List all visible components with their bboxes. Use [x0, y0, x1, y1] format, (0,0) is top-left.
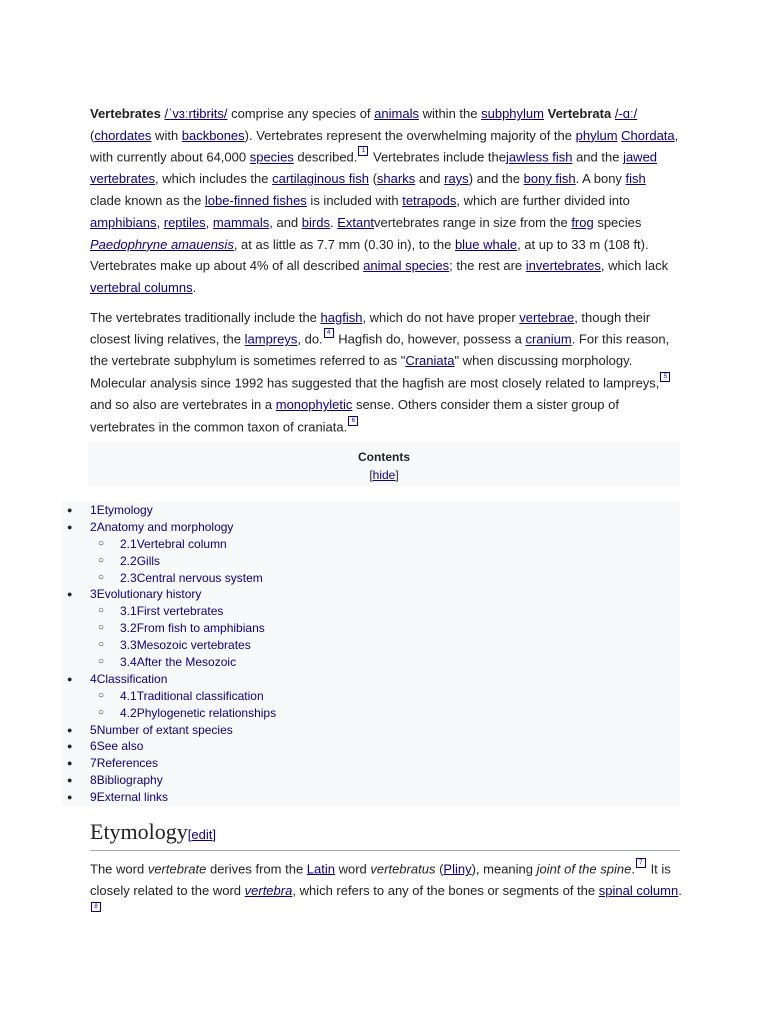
circle-bullet-icon: ○ — [98, 554, 105, 566]
toc-label: Anatomy and morphology — [96, 519, 234, 534]
toc-item[interactable] — [62, 586, 680, 603]
etymology-paragraph: The word vertebrate derives from the Latin word vertebratus (Pliny), meaning joint of the spine. 7 It is closely related to the word vertebra, which refers to any of the bones or segments of the spinal column.8 — [90, 860, 682, 910]
toc-link[interactable] — [120, 706, 276, 720]
edit-link[interactable]: edit — [191, 827, 213, 842]
link-subphylum[interactable]: subphylum — [481, 106, 544, 121]
link-backbones[interactable]: backbones — [181, 127, 245, 143]
link-vertebral-columns[interactable]: vertebral columns — [90, 279, 193, 295]
bullet-icon: ● — [67, 741, 73, 752]
toc-number: 4 — [90, 671, 97, 686]
term-vertebrate: vertebrate — [147, 861, 207, 877]
toc-item[interactable] — [62, 705, 680, 722]
toc-item[interactable] — [62, 772, 680, 789]
circle-bullet-icon: ○ — [98, 605, 105, 617]
link-chordata[interactable]: Chordata — [621, 127, 675, 143]
toc-label: From fish to amphibians — [136, 621, 265, 636]
link-species[interactable]: species — [249, 149, 294, 165]
toc-item[interactable] — [62, 755, 680, 772]
toc-number: 1 — [90, 503, 97, 517]
link-animal-species[interactable]: animal species — [363, 258, 450, 274]
link-cartilaginous-fish[interactable]: cartilaginous fish — [272, 171, 369, 187]
toc-link[interactable] — [90, 672, 167, 686]
link-lampreys[interactable]: lampreys — [244, 331, 298, 347]
circle-bullet-icon: ○ — [98, 622, 105, 634]
toc-label: Gills — [136, 553, 161, 568]
toc-number: 4.2 — [120, 705, 137, 720]
toc-number: 6 — [90, 739, 97, 754]
toc-number: 8 — [90, 773, 97, 788]
toc-link[interactable] — [90, 756, 158, 770]
circle-bullet-icon: ○ — [98, 689, 105, 701]
circle-bullet-icon: ○ — [98, 656, 105, 668]
link-cranium[interactable]: cranium — [525, 331, 572, 347]
link-vertebra[interactable]: vertebra — [244, 883, 293, 899]
toc-link[interactable] — [120, 689, 264, 703]
toc-number: 2.3 — [120, 570, 137, 585]
toc-header — [88, 442, 680, 486]
toc-number: 3.4 — [120, 655, 137, 670]
bullet-icon: ● — [67, 521, 73, 532]
toc-item[interactable] — [62, 738, 680, 755]
toc-label: Classification — [96, 671, 168, 686]
link-birds[interactable]: birds — [301, 214, 330, 230]
toc-item[interactable] — [62, 519, 680, 536]
link-amphibians[interactable]: amphibians — [90, 214, 157, 230]
bullet-icon: ● — [67, 792, 73, 803]
reference-icon[interactable]: 8 — [91, 902, 101, 912]
section-heading-etymology: Etymology[edit] — [90, 818, 680, 851]
toc-link[interactable] — [120, 554, 160, 568]
edit-section: [edit] — [187, 827, 216, 842]
reference-icon[interactable]: 7 — [636, 858, 646, 868]
reference-icon[interactable]: 4 — [324, 328, 334, 338]
term-vertebrata: Vertebrata — [547, 106, 612, 121]
toc-number: 4.1 — [120, 688, 137, 703]
toc-label: Bibliography — [96, 773, 163, 788]
toc-label: External links — [96, 790, 169, 805]
link-sharks[interactable]: sharks — [376, 171, 416, 187]
reference-icon[interactable]: 6 — [348, 416, 358, 426]
toc-number: 7 — [90, 756, 97, 771]
toc-number: 3.2 — [120, 621, 137, 636]
link-animals[interactable]: animals — [374, 106, 419, 121]
toc-number: 2.2 — [120, 553, 137, 568]
toc-label: Evolutionary history — [96, 587, 202, 602]
toc-item[interactable] — [62, 570, 680, 587]
bullet-icon: ● — [67, 775, 73, 786]
intro-paragraph-1: Vertebrates /ˈvɜːrtɨbrɨts/ comprise any species of animals within the subphylum Vertebrata /-ɑː/ (chordates with backbones). Vertebrates represent the overwhelming majority of the phylum Chordata, with currently about 64,000 species described. 1 Vertebrates include thejawless fish and the jawed vertebrates, which includes the cartilaginous fish (sharks and rays) and the bony fish. A bony fish clade known as the lobe-finned fishes is included with tetrapods, which are further divided into amphibians, reptiles, mammals, and birds. Extantvertebrates range in size from the frog species Paedophryne amauensis, at as little as 7.7 mm (0.30 in), to the blue whale, at up to 33 m (108 ft). Vertebrates make up about 4% of all described animal species; the rest are invertebrates, which lack vertebral columns. — [90, 106, 679, 295]
toc-link[interactable] — [90, 773, 163, 787]
term-vertebrates: Vertebrates — [90, 106, 161, 121]
link-bony-fish[interactable]: bony fish — [523, 171, 576, 187]
toc-number: 9 — [90, 790, 97, 805]
toc-number: 3.3 — [120, 638, 137, 653]
toc-number: 5 — [90, 722, 97, 737]
circle-bullet-icon: ○ — [98, 571, 105, 583]
toc-item[interactable] — [62, 620, 680, 637]
toc-link[interactable] — [90, 587, 201, 601]
toc-link[interactable] — [120, 571, 263, 585]
bullet-icon: ● — [67, 673, 73, 684]
reference-icon[interactable]: 5 — [660, 372, 670, 382]
toc-item[interactable] — [62, 722, 680, 739]
toc-label: Phylogenetic relationships — [136, 705, 277, 720]
toc-label: References — [96, 756, 159, 771]
toc-link[interactable] — [120, 604, 223, 618]
toc-number: 3 — [90, 587, 97, 602]
term-vertebratus: vertebratus — [370, 861, 436, 877]
bullet-icon: ● — [67, 724, 73, 735]
article-intro — [90, 103, 680, 446]
term-joint-of-the-spine: joint of the spine — [536, 861, 632, 877]
toc-item[interactable] — [62, 637, 680, 654]
toc-number: 3.1 — [120, 604, 137, 619]
toc-label: Traditional classification — [136, 688, 264, 703]
link-tetrapods[interactable]: tetrapods — [402, 193, 457, 209]
toc-item[interactable] — [62, 654, 680, 671]
link-vertebrae[interactable]: vertebrae — [519, 309, 575, 325]
link-jawless-fish[interactable]: jawless fish — [505, 149, 573, 165]
toc-item[interactable] — [62, 789, 680, 806]
toc-label: Number of extant species — [96, 722, 233, 737]
toc-number: 2.1 — [120, 536, 137, 551]
link-invertebrates[interactable]: invertebrates — [525, 258, 601, 274]
link-paedophryne-amauensis[interactable]: Paedophryne amauensis — [90, 236, 234, 252]
link-jawed-vertebrates[interactable]: jawed vertebrates — [90, 149, 658, 187]
toc-link[interactable] — [120, 655, 236, 669]
link-latin[interactable]: Latin — [306, 861, 335, 877]
toc-label: After the Mesozoic — [136, 655, 237, 670]
toc-list — [62, 502, 680, 806]
toc-label: First vertebrates — [136, 604, 224, 619]
link-fish[interactable]: fish — [625, 171, 646, 187]
circle-bullet-icon: ○ — [98, 639, 105, 651]
bullet-icon: ● — [67, 758, 73, 769]
toc-link[interactable] — [90, 723, 233, 737]
link-spinal-column[interactable]: spinal column — [598, 883, 679, 899]
toc-link[interactable] — [90, 739, 143, 753]
toc-title: Contents — [358, 450, 410, 464]
toc-label: Mesozoic vertebrates — [136, 638, 251, 653]
link-reptiles[interactable]: reptiles — [163, 214, 206, 230]
toc-label: Vertebral column — [136, 536, 227, 551]
toc-item[interactable] — [62, 553, 680, 570]
link-frog[interactable]: frog — [571, 214, 594, 230]
circle-bullet-icon: ○ — [98, 706, 105, 718]
link-monophyletic[interactable]: monophyletic — [275, 397, 353, 413]
link-blue-whale[interactable]: blue whale — [454, 236, 518, 252]
toc-label: Central nervous system — [136, 570, 263, 585]
link-mammals[interactable]: mammals — [212, 214, 270, 230]
toc-link[interactable] — [120, 638, 251, 652]
link-phylum[interactable]: phylum — [575, 127, 618, 143]
toc-label: Etymology — [96, 503, 153, 517]
bullet-icon: ● — [67, 505, 73, 515]
bullet-icon: ● — [67, 589, 73, 600]
toc-link[interactable] — [90, 790, 168, 804]
toc-item[interactable] — [62, 502, 680, 519]
toc-item[interactable] — [62, 603, 680, 620]
link-hagfish[interactable]: hagfish — [320, 309, 363, 325]
toc-link[interactable] — [120, 537, 227, 551]
toc-hide-link[interactable]: hide — [372, 468, 396, 482]
link-pliny[interactable]: Pliny — [443, 861, 472, 877]
toc-item[interactable] — [62, 536, 680, 553]
toc-link[interactable] — [90, 520, 233, 534]
intro-paragraph-2: The vertebrates traditionally include the hagfish, which do not have proper vertebrae, though their closest living relatives, the lampreys, do. 4 Hagfish do, however, possess a cranium. For this reason, the vertebrate subphylum is sometimes referred to as "Craniata" when discussing morphology. Molecular analysis since 1992 has suggested that the hagfish are most closely related to lampreys, 5 and so also are vertebrates in a monophyletic sense. Others consider them a sister group of vertebrates in the common taxon of craniata. 6 — [90, 309, 670, 435]
link-craniata[interactable]: Craniata — [405, 353, 455, 369]
link-chordates[interactable]: chordates — [94, 127, 152, 143]
toc-number: 2 — [90, 519, 97, 534]
link-pronunciation-2[interactable]: /-ɑː/ — [614, 106, 638, 121]
link-extant[interactable]: Extant — [337, 214, 375, 230]
toc-label: See also — [96, 739, 144, 754]
reference-icon[interactable]: 1 — [358, 146, 368, 156]
toc-link[interactable] — [90, 503, 153, 517]
toc-toggle: [hide] — [369, 468, 399, 482]
link-pronunciation[interactable]: /ˈvɜːrtɨbrɨts/ — [164, 106, 228, 121]
toc-item[interactable] — [62, 671, 680, 688]
toc-link[interactable] — [120, 621, 265, 635]
toc-item[interactable] — [62, 688, 680, 705]
link-lobe-finned-fishes[interactable]: lobe-finned fishes — [204, 193, 307, 209]
circle-bullet-icon: ○ — [98, 537, 105, 549]
link-rays[interactable]: rays — [444, 171, 469, 187]
